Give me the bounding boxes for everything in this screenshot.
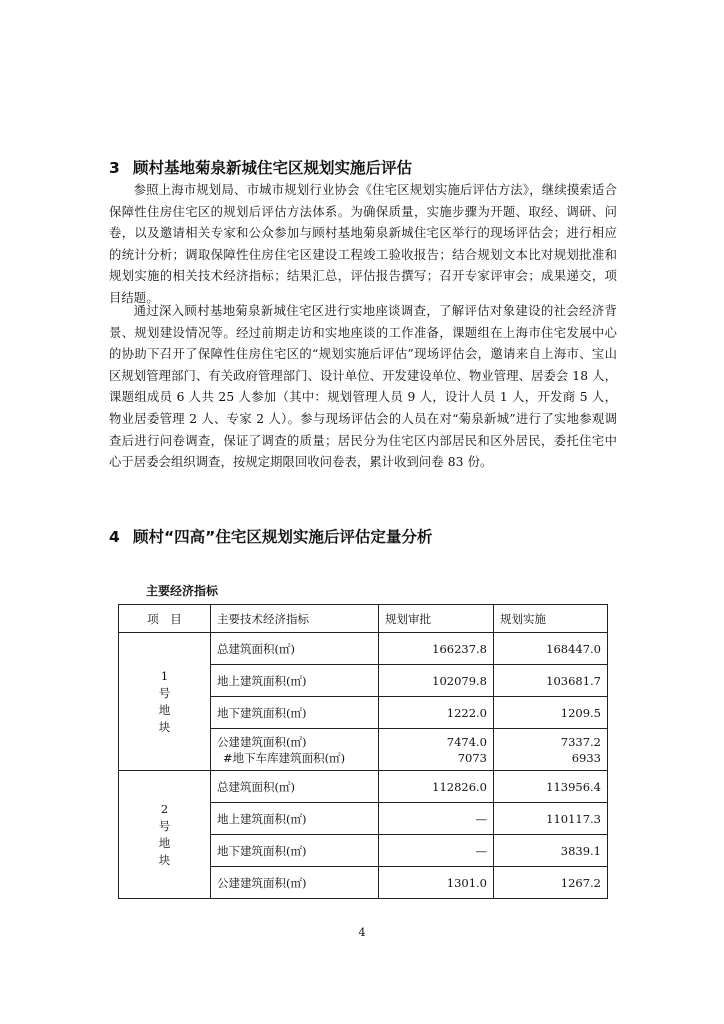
implemented-cell: 168447.0 <box>494 633 608 665</box>
page-number: 4 <box>358 926 366 939</box>
indicator-cell: 地上建筑面积(㎡) <box>211 665 379 697</box>
implemented-cell: 110117.3 <box>494 803 608 835</box>
approved-cell: — <box>379 835 494 867</box>
approved-cell: 166237.8 <box>379 633 494 665</box>
table-row <box>119 633 608 665</box>
implemented-cell: 7337.2 6933 <box>494 729 608 771</box>
implemented-cell: 1209.5 <box>494 697 608 729</box>
indicator-cell: 公建建筑面积(㎡) #地下车库建筑面积(㎡) <box>211 729 379 771</box>
indicator-cell: 地下建筑面积(㎡) <box>211 835 379 867</box>
implemented-cell: 113956.4 <box>494 771 608 803</box>
indicator-cell: 地上建筑面积(㎡) <box>211 803 379 835</box>
approved-cell: — <box>379 803 494 835</box>
table-row <box>119 771 608 803</box>
header-approved: 规划审批 <box>379 605 494 633</box>
header-item: 项 目 <box>119 605 211 633</box>
paragraph-methodology: 参照上海市规划局、市城市规划行业协会《住宅区规划实施后评估方法》，继续摸索适合保障性住房住宅区的规划后评估方法体系。为确保质量，实施步骤为开题、取经、调研、问卷，以及邀请相关专家和公众参加与顾村基地菊泉新城住宅区举行的现场评估会；进行相应的统计分析；调取保障性住房住宅区建设工程竣工验收报告；结合规划文本比对规划批准和规划实施的相关技术经济指标；结果汇总，评估报告撰写；召开专家评审会；成果递交，项目结题。 <box>109 183 617 305</box>
implemented-cell: 1267.2 <box>494 867 608 899</box>
section-3-title: 顾村基地菊泉新城住宅区规划实施后评估 <box>133 159 413 177</box>
section-3-heading <box>109 156 412 178</box>
implemented-cell: 3839.1 <box>494 835 608 867</box>
section-4-number: 4 <box>109 528 120 546</box>
economic-indicators-table <box>118 604 608 899</box>
header-indicator: 主要技术经济指标 <box>211 605 379 633</box>
section-3-number: 3 <box>109 159 120 177</box>
block-1-label: 1 号 地 块 <box>119 633 211 771</box>
block-2-label: 2 号 地 块 <box>119 771 211 899</box>
section-4-title: 顾村“四高”住宅区规划实施后评估定量分析 <box>133 528 433 546</box>
table-title: 主要经济指标 <box>146 584 219 598</box>
section-4-heading <box>109 525 432 547</box>
table-header-row <box>119 605 608 633</box>
approved-cell: 1301.0 <box>379 867 494 899</box>
indicator-cell: 地下建筑面积(㎡) <box>211 697 379 729</box>
approved-cell: 1222.0 <box>379 697 494 729</box>
header-implemented: 规划实施 <box>494 605 608 633</box>
indicator-cell: 总建筑面积(㎡) <box>211 633 379 665</box>
approved-cell: 112826.0 <box>379 771 494 803</box>
approved-cell: 7474.0 7073 <box>379 729 494 771</box>
indicator-cell: 公建建筑面积(㎡) <box>211 867 379 899</box>
implemented-cell: 103681.7 <box>494 665 608 697</box>
approved-cell: 102079.8 <box>379 665 494 697</box>
indicator-cell: 总建筑面积(㎡) <box>211 771 379 803</box>
paragraph-survey: 通过深入顾村基地菊泉新城住宅区进行实地座谈调查，了解评估对象建设的社会经济背景、规划建设情况等。经过前期走访和实地座谈的工作准备，课题组在上海市住宅发展中心的协助下召开了保障性住房住宅区的“规划实施后评估”现场评估会，邀请来自上海市、宝山区规划管理部门、有关政府管理部门、设计单位、开发建设单位、物业管理、居委会 18 人，课题组成员 6 人共 25 人参加（其中：规划管理人员 9 人，设计人员 1 人，开发商 5 人，物业居委管理 2 人、专家 2 人）。参与现场评估会的人员在对“菊泉新城”进行了实地参观调查后进行问卷调查，保证了调查的质量；居民分为住宅区内部居民和区外居民，委托住宅中心于居委会组织调查，按规定期限回收问卷表，累计收到问卷 83 份。 <box>109 304 617 470</box>
